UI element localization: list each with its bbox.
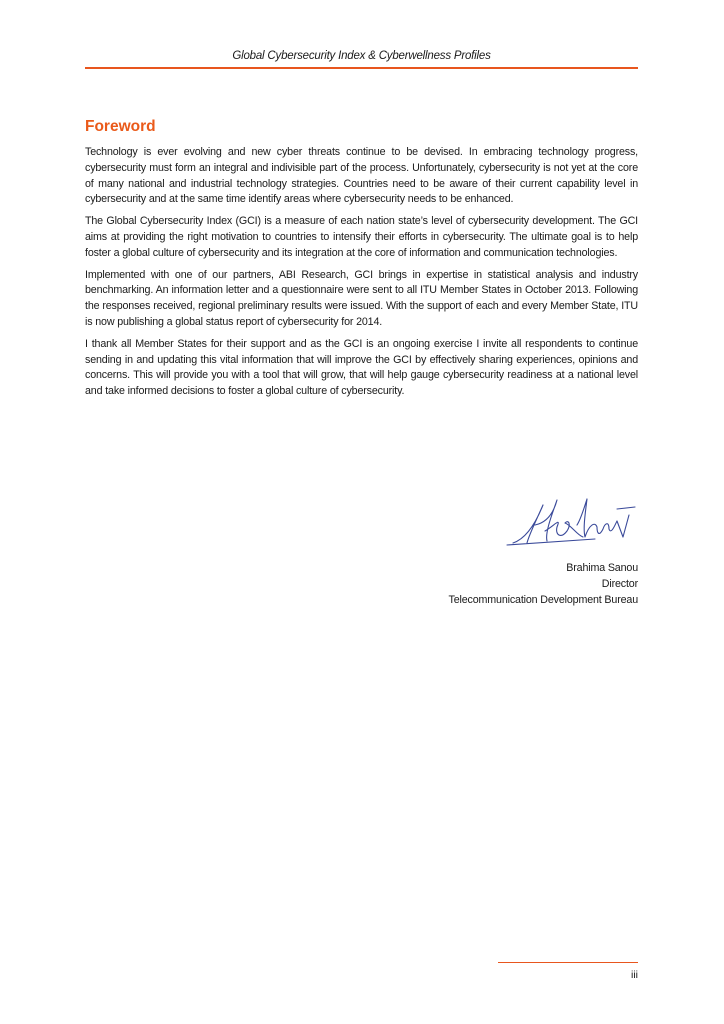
signer-role: Director bbox=[601, 577, 638, 590]
paragraph: Technology is ever evolving and new cyber threats continue to be devised. In embracing technology progress, cybersecurity must form an integral and indivisible part of the process. Unfortunately, cybersecurity is not yet at the core of many national and industrial technology strategies. Countries need to be aware of their current capability level in cybersecurity and at the same time identify areas where cybersecurity needs to be enhanced. bbox=[85, 146, 638, 206]
header-divider bbox=[85, 67, 638, 69]
running-header: Global Cybersecurity Index & Cyberwellness Profiles bbox=[232, 50, 491, 62]
section-title: Foreword bbox=[85, 118, 156, 135]
page-number: iii bbox=[631, 969, 638, 981]
signer-name: Brahima Sanou bbox=[566, 562, 638, 574]
foreword-body bbox=[85, 145, 638, 406]
footer-divider bbox=[498, 962, 638, 963]
signature-block bbox=[449, 561, 638, 608]
handwritten-signature bbox=[505, 495, 640, 550]
paragraph: Implemented with one of our partners, ABI Research, GCI brings in expertise in statistical analysis and industry benchmarking. An information letter and a questionnaire were sent to all ITU Member States in October 2013. Following the responses received, regional preliminary results were issued. With the support of each and every Member State, ITU is now publishing a global status report of cybersecurity for 2014. bbox=[85, 268, 638, 328]
paragraph: I thank all Member States for their support and as the GCI is an ongoing exercise I invite all respondents to continue sending in and updating this vital information that will improve the GCI by effectively sharing experiences, opinions and concerns. This will provide you with a tool that will grow, that will help gauge cybersecurity readiness at a national level and take informed decisions to foster a global culture of cybersecurity. bbox=[85, 337, 638, 398]
paragraph: The Global Cybersecurity Index (GCI) is a measure of each nation state’s level of cybersecurity development. The GCI aims at providing the right motivation to countries to intensify their efforts in cybersecurity. The ultimate goal is to help foster a global culture of cybersecurity and its integration at the core of information and communication technologies. bbox=[85, 215, 638, 259]
signer-organization: Telecommunication Development Bureau bbox=[448, 593, 638, 606]
